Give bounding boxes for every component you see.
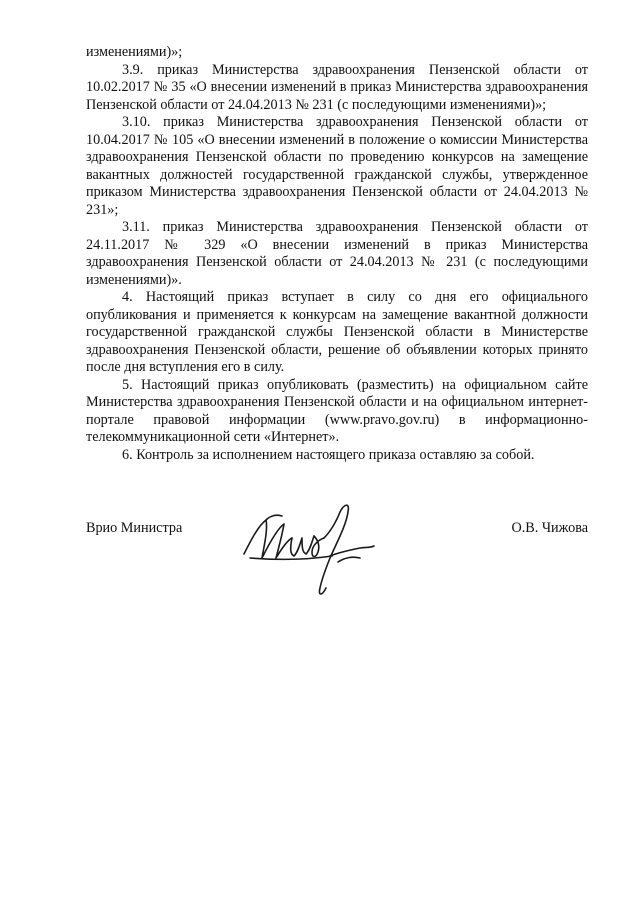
paragraph-item-6: 6. Контроль за исполнением настоящего приказа оставляю за собой.	[122, 446, 535, 463]
paragraph-continuation: изменениями)»;	[86, 44, 183, 60]
paragraph-item-5: 5. Настоящий приказ опубликовать (разместить) на официальном сайте Министерства здравоохранения Пензенской области и на официальном интернет-портале правовой информации (www.pravo.gov.ru) в информационно-телекоммуникационной сети «Интернет».	[86, 376, 588, 445]
signatory-position: Врио Министра	[86, 520, 183, 536]
document-body	[86, 44, 588, 464]
paragraph-item-3-10: 3.10. приказ Министерства здравоохранения Пензенской области от 10.04.2017 № 105 «О внесении изменений в положение о комиссии Министерства здравоохранения Пензенской области по проведению конкурсов на замещение вакантных должностей государственной гражданской службы, утвержденное приказом Министерства здравоохранения Пензенской области от 24.04.2013 № 231»;	[86, 114, 588, 218]
handwritten-signature-icon	[236, 496, 386, 606]
paragraph-item-3-9: 3.9. приказ Министерства здравоохранения Пензенской области от 10.02.2017 № 35 «О внесении изменений в приказ Министерства здравоохранения Пензенской области от 24.04.2013 № 231 (с последующими изменениями)»;	[86, 61, 588, 113]
signatory-name: О.В. Чижова	[511, 520, 588, 536]
paragraph-item-4: 4. Настоящий приказ вступает в силу со дня его официального опубликования и применяется к конкурсам на замещение вакантной должности государственной гражданской службы Пензенской области в Министерстве здравоохранения Пензенской области, решение об объявлении которых принято после дня вступления его в силу.	[86, 289, 588, 375]
paragraph-item-3-11: 3.11. приказ Министерства здравоохранения Пензенской области от 24.11.2017 № 329 «О внесении изменений в приказ Министерства здравоохранения Пензенской области от 24.04.2013 № 231 (с последующими изменениями)».	[86, 219, 588, 288]
